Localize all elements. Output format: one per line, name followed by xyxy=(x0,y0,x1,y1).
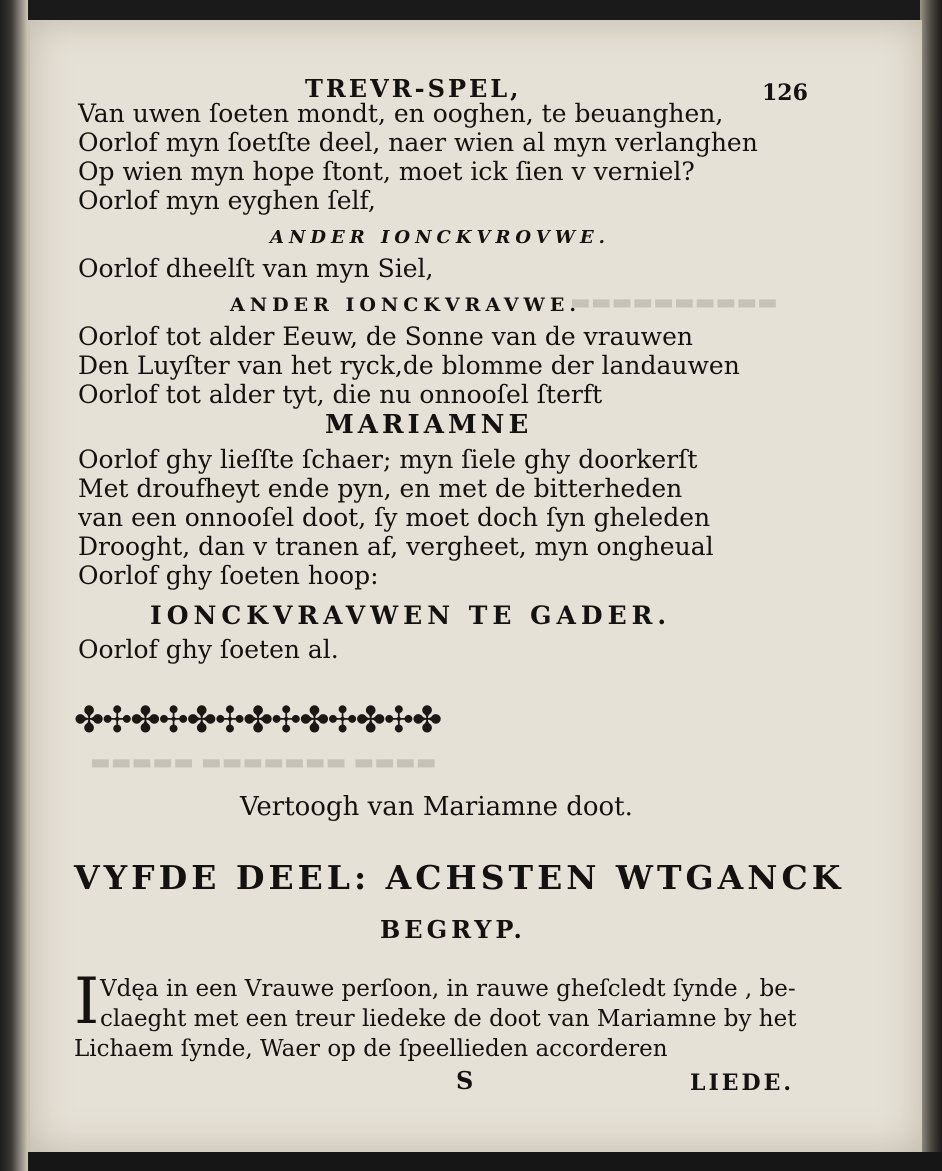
speaker-heading: ANDER IONCKVRAVWE. xyxy=(230,294,581,316)
verse-line: Oorlof ghy lieſſte ſchaer; myn ſiele ghy doorkerſt xyxy=(78,445,698,474)
show-through: ▬▬▬▬ ▬▬▬▬▬▬▬ ▬▬▬▬▬ xyxy=(90,750,437,775)
verse-line: Oorlof dheelſt van myn Siel, xyxy=(78,254,434,283)
verse-line: Op wien myn hope ſtont, moet ick ſien v verniel? xyxy=(78,157,695,186)
subtitle: Vertoogh van Mariamne doot. xyxy=(240,792,633,822)
bottom-shadow xyxy=(28,1152,942,1171)
prose-line: Lichaem ſynde, Waer op de ſpeellieden accorderen xyxy=(74,1036,668,1062)
verse-line: Oorlof myn eyghen ſelf, xyxy=(78,186,376,215)
summary-heading: BEGRYP. xyxy=(380,915,526,944)
running-title: TREVR-SPEL, xyxy=(305,74,522,103)
prose-line: Vdęa in een Vrauwe perſoon, in rauwe gheſcledt ſynde , be- xyxy=(100,976,796,1002)
verse-line: Oorlof myn ſoetſte deel, naer wien al myn verlanghen xyxy=(78,128,758,157)
verse-line: Oorlof tot alder Eeuw, de Sonne van de vrauwen xyxy=(78,322,693,351)
verse-line: Oorlof tot alder tyt, die nu onnooſel ſterft xyxy=(78,380,603,409)
verse-line: Drooght, dan v tranen af, vergheet, myn ongheual xyxy=(78,532,714,561)
speaker-heading: ANDER IONCKVROVWE. xyxy=(270,227,610,248)
verse-line: Met droufheyt ende pyn, en met de bitterheden xyxy=(78,474,683,503)
signature-mark: S xyxy=(456,1066,474,1095)
verse-line: Den Luyſter van het ryck,de blomme der landauwen xyxy=(78,351,740,380)
speaker-heading: IONCKVRAVWEN TE GADER. xyxy=(150,601,672,630)
page-edge xyxy=(920,0,942,1171)
speaker-heading: MARIAMNE xyxy=(325,410,533,440)
page-number: 126 xyxy=(762,80,808,106)
verse-line: Oorlof ghy ſoeten al. xyxy=(78,635,339,664)
verse-line: van een onnooſel doot, ſy moet doch ſyn gheleden xyxy=(78,503,711,532)
section-title: VYFDE DEEL: ACHSTEN WTGANCK xyxy=(74,858,845,897)
prose-line: claeght met een treur liedeke de doot van Mariamne by het xyxy=(100,1006,797,1032)
drop-capital: I xyxy=(74,965,100,1039)
verse-line: Oorlof ghy ſoeten hoop: xyxy=(78,561,379,590)
binding-edge xyxy=(0,0,28,1171)
catchword: LIEDE. xyxy=(690,1070,795,1096)
verse-line: Van uwen ſoeten mondt, en ooghen, te beuanghen, xyxy=(78,99,724,128)
printer-ornament-band: ✤✣✤✣✤✣✤✣✤✣✤✣✤ xyxy=(74,700,441,741)
show-through: ▬▬▬▬▬▬▬▬▬▬ xyxy=(570,290,778,315)
